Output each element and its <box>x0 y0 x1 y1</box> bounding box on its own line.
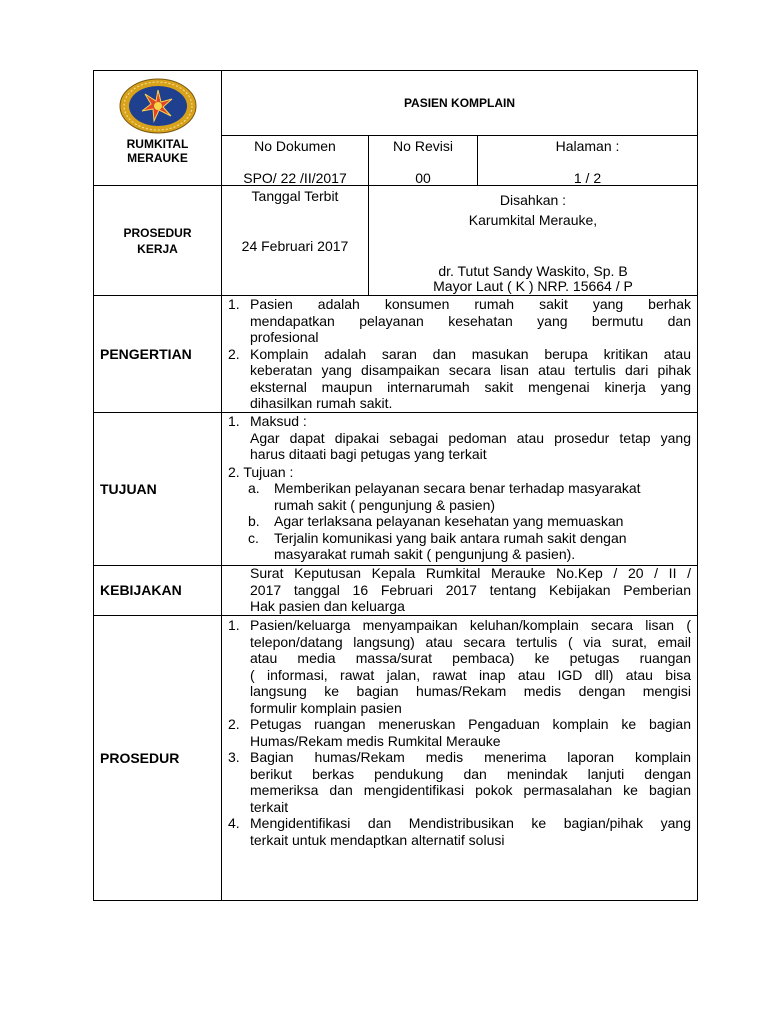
list-number: a. <box>248 480 260 496</box>
approved-label: Disahkan : <box>499 192 567 208</box>
list-text-line: Komplain adalah saran dan masukan berupa kritikan atau <box>250 345 691 362</box>
page-value: 1 / 2 <box>573 170 602 186</box>
list-text-line: terkait <box>250 798 289 815</box>
list-text-line: berikut berkas pendukung dan menindak lanjuti dengan <box>250 765 691 782</box>
signatory-name: dr. Tutut Sandy Waskito, Sp. B <box>438 263 628 279</box>
list-number: 2. <box>228 345 240 362</box>
list-text-line: Memberikan pelayanan secara benar terhadap masyarakat <box>274 480 641 496</box>
sop-document <box>93 70 698 901</box>
list-item <box>228 296 691 346</box>
kebijakan-text <box>250 565 691 615</box>
document-title: PASIEN KOMPLAIN <box>403 96 516 110</box>
list-text-line: Agar terlaksana pelayanan kesehatan yang memuaskan <box>274 513 624 529</box>
list-text-line: terkait untuk mendaptkan alternatif solusi <box>250 831 505 848</box>
list-text-line: Maksud : <box>250 413 307 429</box>
hospital-name-line1: RUMKITAL <box>126 137 189 151</box>
list-item <box>228 716 691 749</box>
procedure-label-line1: PROSEDUR <box>123 226 192 240</box>
kebijakan-divider <box>94 615 697 616</box>
doc-no-label: No Dokumen <box>254 138 336 154</box>
revision-label: No Revisi <box>393 138 453 154</box>
prosedur-list <box>228 617 691 848</box>
tujuan-list <box>228 413 691 563</box>
approved-by: Karumkital Merauke, <box>468 212 598 228</box>
sub-list-item <box>228 480 691 513</box>
hospital-logo <box>119 78 197 134</box>
list-text-line: Petugas ruangan meneruskan Pengaduan komplain ke bagian <box>250 716 691 732</box>
list-text-line: Agar dapat dipakai sebagai pedoman atau prosedur tetap yang <box>250 429 691 446</box>
pengertian-list <box>228 296 691 412</box>
kebijakan-label: KEBIJAKAN <box>100 582 182 598</box>
list-text-line: keberatan yang disampaikan secara lisan atau tertulis dari pihak <box>250 362 691 378</box>
signatory-rank: Mayor Laut ( K ) NRP. 15664 / P <box>433 278 633 294</box>
list-text-line: atau media massa/surat pembaca) ke petugas ruangan <box>250 650 691 666</box>
list-text-line: harus ditaati bagi petugas yang terkait <box>250 446 487 462</box>
list-number: 1. <box>228 296 240 312</box>
sub-list-item <box>228 530 691 563</box>
policy-text-line: 2017 tanggal 16 Februari 2017 tentang Kebijakan Pemberian <box>250 581 691 598</box>
list-text-line: Humas/Rekam medis Rumkital Merauke <box>250 732 501 749</box>
list-text-line: memeriksa dan mengidentifikasi pokok permasalahan ke bagian <box>250 782 691 798</box>
policy-text-line: Surat Keputusan Kepala Rumkital Merauke No.Kep / 20 / II / <box>250 565 691 581</box>
issue-date-value: 24 Februari 2017 <box>241 238 349 254</box>
list-text-line: Bagian humas/Rekam medis menerima laporan komplain <box>250 749 691 765</box>
page-label: Halaman : <box>555 138 620 154</box>
list-text-line: langsung ke bagian humas/Rekam medis dengan mengisi <box>250 683 691 699</box>
list-item <box>228 749 691 815</box>
list-text-line: Pasien adalah konsumen rumah sakit yang berhak <box>250 296 691 312</box>
title-divider <box>222 135 697 136</box>
list-text-line: formulir komplain pasien <box>250 699 402 716</box>
tujuan-label: TUJUAN <box>100 481 157 497</box>
list-number: b. <box>248 513 260 529</box>
pengertian-label: PENGERTIAN <box>100 346 192 362</box>
list-item <box>228 413 691 463</box>
policy-text-line: Hak pasien dan keluarga <box>250 598 405 614</box>
list-text-line: Pasien/keluarga menyampaikan keluhan/komplain secara lisan ( <box>250 617 691 633</box>
list-item <box>228 346 691 412</box>
list-text-line: ( informasi, rawat jalan, rawat inap atau IGD dll) atau bisa <box>250 666 691 683</box>
list-item <box>228 617 691 716</box>
list-text-line: Terjalin komunikasi yang baik antara rumah sakit dengan <box>274 529 627 546</box>
sub-list-item <box>228 513 691 530</box>
list-number: c. <box>248 529 259 546</box>
revision-value: 00 <box>415 170 431 186</box>
prosedur-label: PROSEDUR <box>100 750 180 766</box>
list-text-line: dihasilkan rumah sakit. <box>250 395 393 411</box>
list-number: 1. <box>228 413 240 429</box>
list-number: 4. <box>228 815 240 831</box>
list-text-line: profesional <box>250 329 319 345</box>
list-text-line: rumah sakit ( pengunjung & pasien) <box>274 496 496 513</box>
list-item <box>228 815 691 848</box>
doc-no-value: SPO/ 22 /II/2017 <box>243 170 347 186</box>
list-number: 3. <box>228 749 240 765</box>
list-text-line: telepon/datang langsung) atau secara tertulis ( via surat, email <box>250 633 691 650</box>
hospital-name-line2: MERAUKE <box>127 151 188 165</box>
list-text-line: mendapatkan pelayanan kesehatan yang bermutu dan <box>250 312 691 329</box>
list-text-line: masyarakat rumah sakit ( pengunjung & pasien). <box>274 546 576 562</box>
list-text-line: eksternal maupun internarumah sakit mengenai kinerja yang <box>250 378 691 395</box>
procedure-label-line2: KERJA <box>137 242 178 256</box>
list-text-line: 2. Tujuan : <box>228 463 294 480</box>
list-number: 1. <box>228 617 240 633</box>
list-text-line: Mengidentifikasi dan Mendistribusikan ke bagian/pihak yang <box>250 815 691 831</box>
issue-date-label: Tanggal Terbit <box>251 188 339 204</box>
list-number: 2. <box>228 716 240 732</box>
